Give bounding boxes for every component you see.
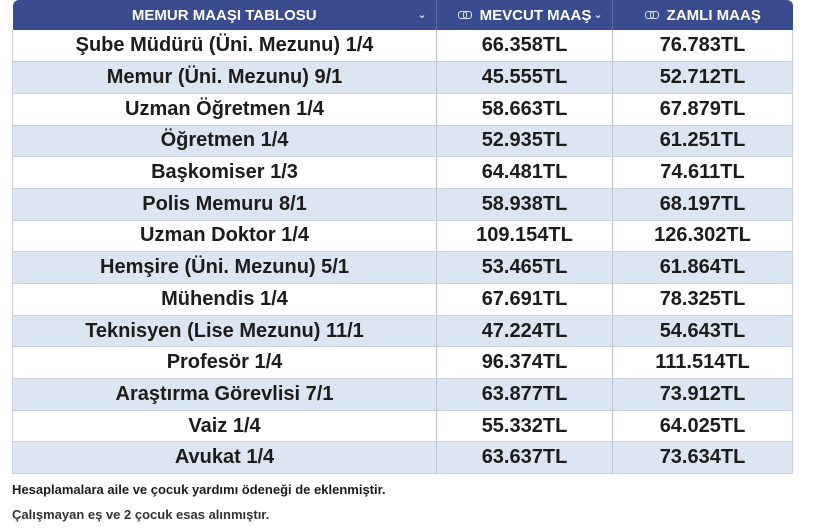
cell-current-salary: 45.555TL: [437, 62, 613, 94]
table-row: [13, 347, 793, 379]
cell-current-salary: 53.465TL: [437, 252, 613, 284]
column-header-title-label: MEMUR MAAŞI TABLOSU: [131, 6, 317, 24]
column-header-raised[interactable]: [613, 0, 793, 30]
column-header-raised-label: ZAMLI MAAŞ: [666, 6, 761, 24]
table-row: [13, 188, 793, 220]
table-row: [13, 379, 793, 411]
table-row: [13, 93, 793, 125]
cell-title: Profesör 1/4: [13, 347, 437, 379]
salary-table-container: [12, 0, 792, 474]
cell-raised-salary: 67.879TL: [613, 93, 793, 125]
footnote-allowance: Hesaplamalara aile ve çocuk yardımı ödeneği de eklenmiştir.: [12, 482, 386, 497]
cell-raised-salary: 64.025TL: [613, 410, 793, 442]
cell-current-salary: 66.358TL: [437, 30, 613, 62]
table-row: [13, 220, 793, 252]
cell-title: Mühendis 1/4: [13, 284, 437, 316]
cell-raised-salary: 52.712TL: [613, 62, 793, 94]
table-row: [13, 410, 793, 442]
cell-current-salary: 52.935TL: [437, 125, 613, 157]
cell-current-salary: 63.637TL: [437, 442, 613, 474]
column-header-current-label: MEVCUT MAAŞ: [479, 6, 592, 24]
column-header-current[interactable]: [437, 0, 613, 30]
cell-title: Öğretmen 1/4: [13, 125, 437, 157]
cell-title: Araştırma Görevlisi 7/1: [13, 379, 437, 411]
table-body: [13, 30, 793, 474]
table-row: [13, 125, 793, 157]
column-header-title[interactable]: [13, 0, 437, 30]
cell-current-salary: 58.938TL: [437, 188, 613, 220]
cell-raised-salary: 61.864TL: [613, 252, 793, 284]
table-header-row: [13, 0, 793, 30]
cell-title: Vaiz 1/4: [13, 410, 437, 442]
table-row: [13, 442, 793, 474]
cell-current-salary: 67.691TL: [437, 284, 613, 316]
cell-raised-salary: 73.634TL: [613, 442, 793, 474]
cell-title: Avukat 1/4: [13, 442, 437, 474]
cell-current-salary: 63.877TL: [437, 379, 613, 411]
footnote-assumption: Çalışmayan eş ve 2 çocuk esas alınmıştır.: [12, 507, 270, 522]
cell-raised-salary: 73.912TL: [613, 379, 793, 411]
link-icon: [645, 10, 659, 20]
cell-raised-salary: 111.514TL: [613, 347, 793, 379]
table-row: [13, 30, 793, 62]
cell-title: Hemşire (Üni. Mezunu) 5/1: [13, 252, 437, 284]
cell-current-salary: 96.374TL: [437, 347, 613, 379]
cell-title: Başkomiser 1/3: [13, 157, 437, 189]
cell-title: Şube Müdürü (Üni. Mezunu) 1/4: [13, 30, 437, 62]
cell-title: Uzman Doktor 1/4: [13, 220, 437, 252]
cell-title: Polis Memuru 8/1: [13, 188, 437, 220]
cell-raised-salary: 68.197TL: [613, 188, 793, 220]
salary-table: [12, 0, 793, 474]
cell-raised-salary: 54.643TL: [613, 315, 793, 347]
table-row: [13, 62, 793, 94]
cell-current-salary: 47.224TL: [437, 315, 613, 347]
cell-raised-salary: 74.611TL: [613, 157, 793, 189]
table-row: [13, 284, 793, 316]
cell-title: Uzman Öğretmen 1/4: [13, 93, 437, 125]
chevron-down-icon[interactable]: ⌄: [593, 9, 603, 21]
cell-raised-salary: 126.302TL: [613, 220, 793, 252]
cell-raised-salary: 61.251TL: [613, 125, 793, 157]
cell-title: Memur (Üni. Mezunu) 9/1: [13, 62, 437, 94]
cell-raised-salary: 78.325TL: [613, 284, 793, 316]
cell-current-salary: 109.154TL: [437, 220, 613, 252]
link-icon: [458, 10, 472, 20]
cell-current-salary: 58.663TL: [437, 93, 613, 125]
cell-title: Teknisyen (Lise Mezunu) 11/1: [13, 315, 437, 347]
table-row: [13, 157, 793, 189]
cell-raised-salary: 76.783TL: [613, 30, 793, 62]
cell-current-salary: 64.481TL: [437, 157, 613, 189]
cell-current-salary: 55.332TL: [437, 410, 613, 442]
table-row: [13, 315, 793, 347]
chevron-down-icon[interactable]: ⌄: [417, 9, 427, 21]
table-row: [13, 252, 793, 284]
